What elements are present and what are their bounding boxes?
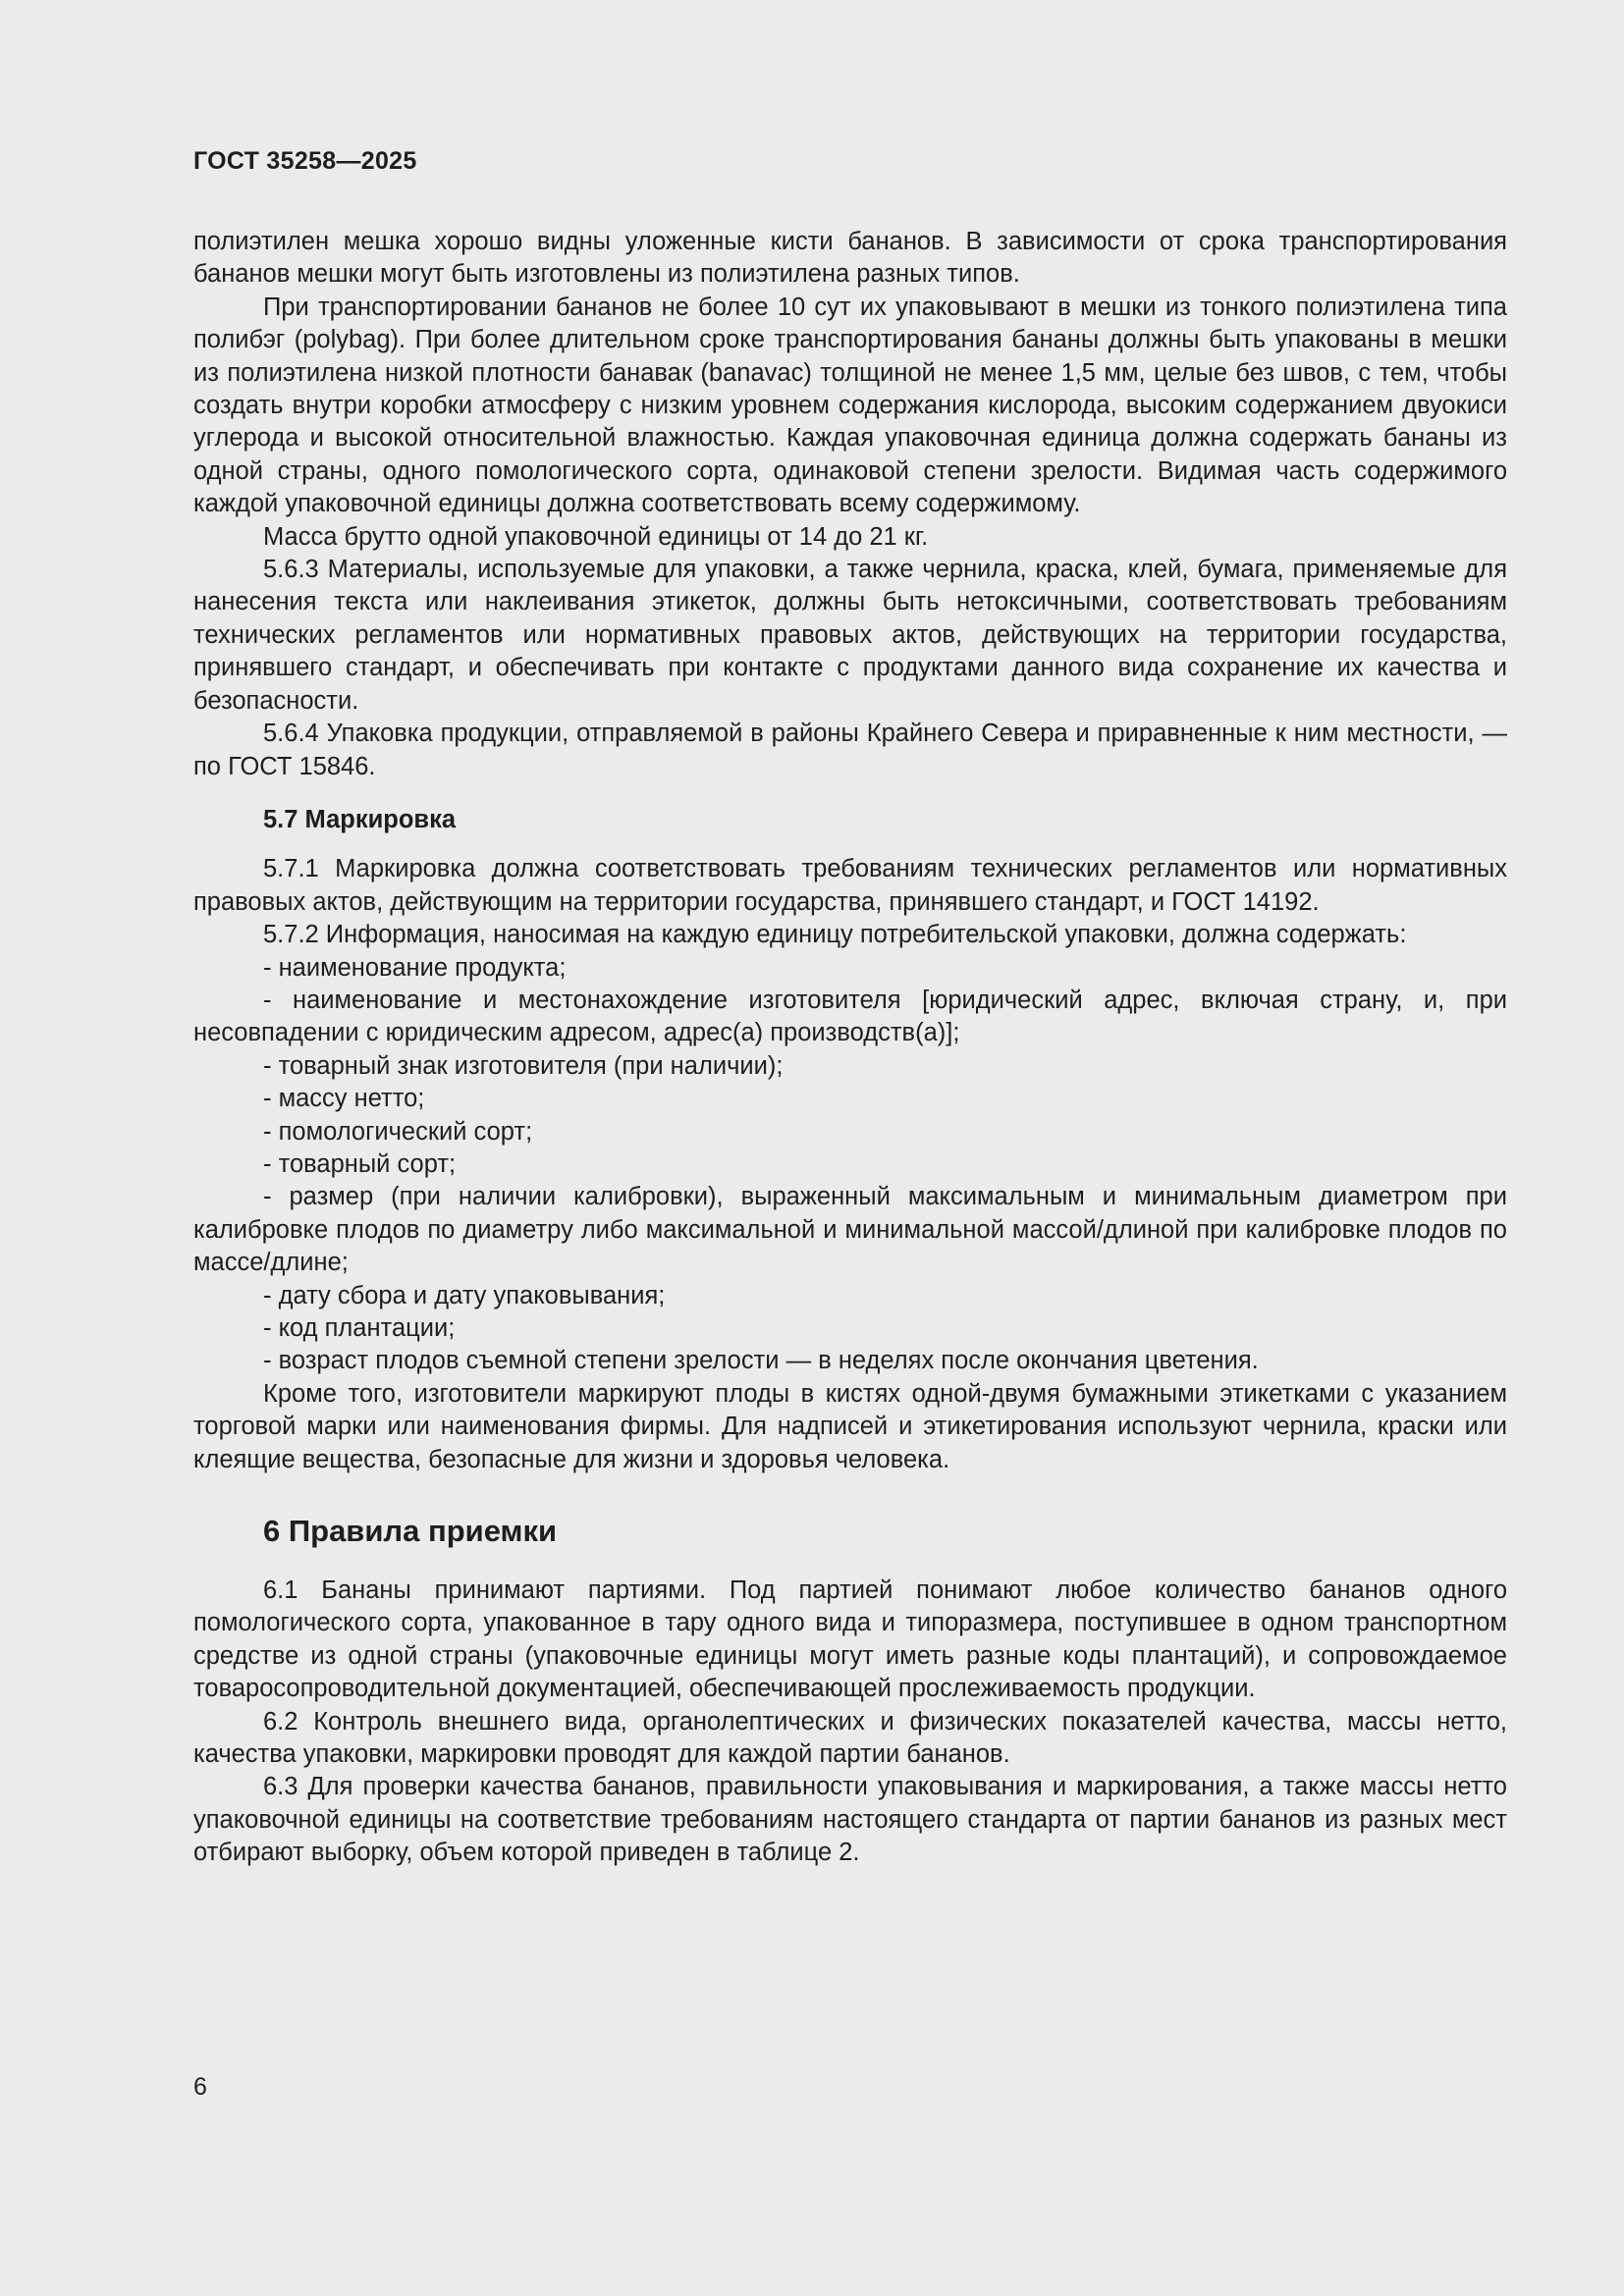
paragraph: 6.3 Для проверки качества бананов, правильности упаковывания и маркирования, а также массы нетто упаковочной единицы на соответствие требованиям настоящего стандарта от партии бананов из разных мест отбирают выборку, объем которой приведен в таблице 2. <box>193 1773 1507 1867</box>
paragraph: 6.2 Контроль внешнего вида, органолептических и физических показателей качества, массы нетто, качества упаковки, маркировки проводят для каждой партии бананов. <box>193 1707 1507 1769</box>
paragraph: Масса брутто одной упаковочной единицы от 14 до 21 кг. <box>263 522 929 551</box>
list-item: - код плантации; <box>263 1314 456 1342</box>
list-item: - возраст плодов съемной степени зрелости — в неделях после окончания цветения. <box>263 1347 1259 1375</box>
list-item: - товарный знак изготовителя (при наличии); <box>263 1051 784 1080</box>
paragraph: 5.7.1 Маркировка должна соответствовать требованиям технических регламентов или нормативных правовых актов, действующим на территории государства, принявшего стандарт, и ГОСТ 14192. <box>193 855 1507 916</box>
document-body <box>193 226 1507 1870</box>
paragraph: 5.6.3 Материалы, используемые для упаковки, а также чернила, краска, клей, бумага, применяемые для нанесения текста или наклеивания этикеток, должны быть нетоксичными, соответствовать требованиям технических регламентов или нормативных правовых актов, действующих на территории государства, принявшего стандарт, и обеспечивать при контакте с продуктами данного вида сохранение их качества и безопасности. <box>193 556 1507 715</box>
paragraph: Кроме того, изготовители маркируют плоды в кистях одной-двумя бумажными этикетками с указанием торговой марки или наименования фирмы. Для надписей и этикетирования используют чернила, краски или клеящие вещества, безопасные для жизни и здоровья человека. <box>193 1379 1507 1473</box>
paragraph: 5.6.4 Упаковка продукции, отправляемой в районы Крайнего Севера и приравненные к ним местности, — по ГОСТ 15846. <box>193 720 1507 780</box>
page-number: 6 <box>193 2073 207 2101</box>
list-item: - размер (при наличии калибровки), выраженный максимальным и минимальным диаметром при калибровке плодов по диаметру либо максимальной и минимальной массой/длиной при калибровке плодов по массе/длине; <box>193 1183 1507 1277</box>
list-item: - помологический сорт; <box>263 1117 533 1146</box>
paragraph: При транспортировании бананов не более 10 сут их упаковывают в мешки из тонкого полиэтилена типа полибэг (polybag). При более длительном сроке транспортирования бананы должны быть упакованы в мешки из полиэтилена низкой плотности банавак (banavac) толщиной не менее 1,5 мм, целые без швов, с тем, чтобы создать внутри коробки атмосферу с низким уровнем содержания кислорода, высоким содержанием двуокиси углерода и высокой относительной влажностью. Каждая упаковочная единица должна содержать бананы из одной страны, одного помологического сорта, одинаковой степени зрелости. Видимая часть содержимого каждой упаковочной единицы должна соответствовать всему содержимому. <box>193 293 1507 518</box>
list-item: - массу нетто; <box>263 1085 425 1113</box>
paragraph: 6.1 Бананы принимают партиями. Под партией понимают любое количество бананов одного помологического сорта, упакованное в тару одного вида и типоразмера, поступившее в одном транспортном средстве из одной страны (упаковочные единицы могут иметь разные коды плантаций), и сопровождаемое товаросопроводительной документацией, обеспечивающей прослеживаемость продукции. <box>193 1576 1507 1703</box>
list-item: - наименование продукта; <box>263 953 567 982</box>
list-item: - наименование и местонахождение изготовителя [юридический адрес, включая страну, и, при несовпадении с юридическим адресом, адрес(а) производств(а)]; <box>193 986 1507 1047</box>
paragraph: полиэтилен мешка хорошо видны уложенные кисти бананов. В зависимости от срока транспортирования бананов мешки могут быть изготовлены из полиэтилена разных типов. <box>193 228 1507 289</box>
section-heading: 6 Правила приемки <box>263 1514 558 1549</box>
paragraph: 5.7.2 Информация, наносимая на каждую единицу потребительской упаковки, должна содержать: <box>263 921 1407 949</box>
subsection-heading: 5.7 Маркировка <box>263 805 457 833</box>
list-item: - дату сбора и дату упаковывания; <box>263 1281 666 1309</box>
list-item: - товарный сорт; <box>263 1149 457 1178</box>
document-header: ГОСТ 35258—2025 <box>193 147 417 175</box>
